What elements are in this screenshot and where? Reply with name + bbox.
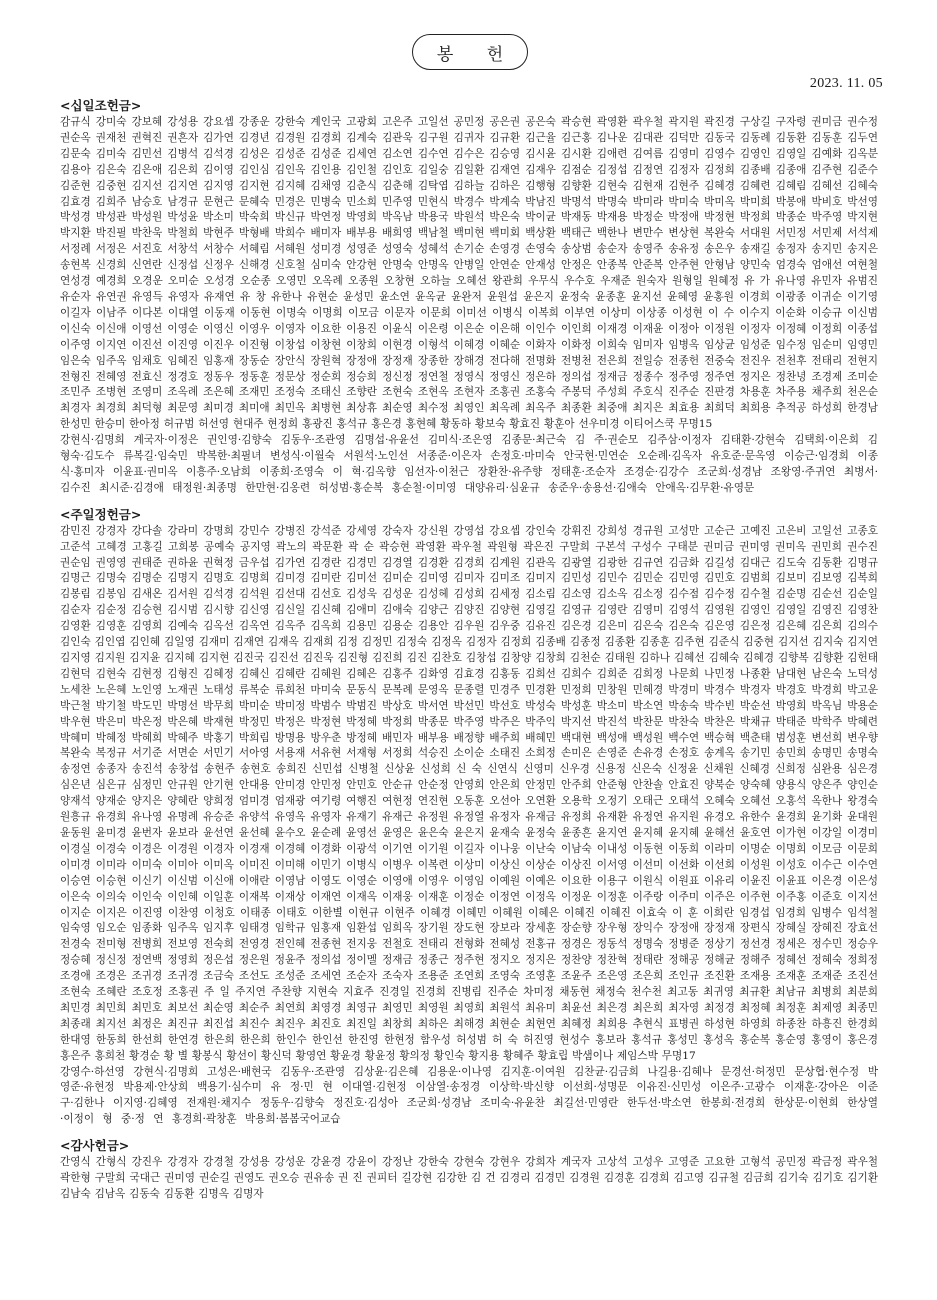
section-thanksgiving bbox=[60, 1138, 878, 1203]
page-title: 봉 헌 bbox=[412, 34, 528, 70]
couple-names: 강현식·김명희 계국자·이정은 권인영·김향숙 김동우·조관영 김명섭·유윤선 김미식·조은영 김종문·최근숙 김 주·권순모 김주삼·이정자 김태환·강현숙 김택희·이은희 김형숙·김도수 류복길·임숙민 박복한·최필녀 변성식·이월숙 서원석·노인선 서종준·이은자 손정호·마미숙 안국현·민연순 오순례·김옥자 유호준·문옥영 이승근·임경희 이종식·홍미자 이윤표·권미옥 이흥주·오남희 이종희·조영숙 이 혁·김옥향 임선자·이천근 장환찬·유주향 정태훈·조순자 조경순·김강수 조군희·성경남 조왕영·주귀연 최병서·김수진 최시준·김경애 태정원·최종명 한만현·김옹련 허성범·홍순복 홍순철·이미영 대양유리·심윤규 송준우·송용선·김애숙 안애옥·김무환·유영문 bbox=[60, 434, 878, 494]
section-heading: <주일정헌금> bbox=[60, 506, 142, 522]
section-heading: <십일조헌금> bbox=[60, 98, 142, 113]
section-heading: <감사헌금> bbox=[60, 1138, 130, 1154]
donor-names: 간영식 간형식 강진우 강경자 강경철 강성용 강성운 강윤경 강윤이 강정난 강한숙 강현숙 강현우 강희자 계국자 고상석 고성우 고영준 고요한 고형석 공민정 곽금정 곽우철 곽한형 구말희 국대근 권미영 권순길 권영도 권오승 권유송 권 진 권피터 길강현 김강한 김 건 김경리 김경민 김경원 김경훈 김경희 김고영 김규철 김금희 김기숙 김기호 김기환 김남숙 김남옥 김동숙 김동환 김명옥 김명자 bbox=[60, 1156, 878, 1200]
offering-date: 2023. 11. 05 bbox=[809, 76, 883, 91]
donor-names: 감규식 강미숙 강보혜 강성용 강요셉 강종운 강한숙 계인국 고광회 고은주 고일선 공민정 공은권 공은숙 곽승현 곽영환 곽우철 곽지원 곽진경 구상길 구자령 권미금 권수정 권순옥 권재천 권혁진 권흔자 김가연 김경년 김경원 김경희 김계숙 김관욱 김구원 김귀자 김규환 김근율 김근홍 김나운 김대관 김덕만 김동국 김동례 김동환 김동훈 김두연 김문숙 김미숙 김민선 김병석 김석경 김성은 김성준 김성준 김세연 김소연 김수연 김수은 김승영 김시윤 김시환 김애련 김여름 김영미 김영수 김영인 김영일 김예화 김옥분 김용아 김은숙 김은애 김은희 김이영 김인심 김인옥 김인용 김인철 김인호 김일숭 김일환 김재연 김재우 김점순 김정섭 김정연 김정자 김정희 김종배 김종애 김주현 김준수 김준현 김중현 김지선 김지연 김지영 김지현 김지혜 김채영 김춘식 김춘해 김탁엽 김하늘 김하은 김행형 김향환 김현숙 김현재 김현주 김혜경 김혜련 김혜림 김혜선 김혜숙 김효경 김희주 남승호 남경규 문현근 문혜숙 민경은 민병숙 민소희 민주영 민현식 박경수 박계숙 박남진 박명석 박명숙 박미라 박미숙 박미옥 박미희 박봉애 박비호 박선영 박성경 박성관 박성원 박성윤 박소미 박숙희 박신규 박연정 박영희 박옥남 박용국 박원석 박은숙 박이균 박재동 박재용 박정순 박정애 박정현 박정희 박종순 박주영 박지현 박지환 박진필 박찬욱 박철희 박현주 박형배 박희수 배미자 배부용 배희영 백남철 백미현 백미회 백상환 백태근 백한나 변만수 변상현 복완숙 서대원 서민정 서민제 서석제 서정례 서정은 서진호 서창석 서창수 서혜림 서혜원 성미경 성영준 성영숙 성혜석 손기순 손영경 손영숙 송상범 송순자 송영주 송유정 송은우 송재길 송정자 송지민 송지은 송현복 신경희 신연란 신정섭 신정우 신해경 신호철 심미숙 안강현 안명숙 안명옥 안병일 안연순 안재성 안정은 안종복 안준복 안주현 안형남 양민숙 엄경숙 엄애선 여현철 연성경 예경희 오경운 오미순 오성경 오순종 오영민 오옥례 오종원 오창현 오하늘 오혜선 왕관희 우무식 우수호 우재준 원숙자 원형일 원혜정 유 가 유나영 유민자 유범진 유순자 유연권 유영득 유영자 유재연 유 창 유한나 유현순 윤성민 윤소연 윤옥균 윤완저 윤원섭 윤은지 윤정숙 윤종훈 윤지선 윤혜영 윤홍원 이경희 이광종 이귀순 이기영 이길자 이남주 이다본 이대열 이동재 이동현 이명숙 이명희 이모금 이문자 이문희 이미선 이병식 이복희 이부연 이상미 이상종 이성현 이 수 이수지 이순화 이승규 이신범 이신숙 이신애 이영선 이영순 이영신 이영우 이영자 이요한 이용진 이윤식 이은령 이은순 이은해 이인수 이인희 이재경 이재윤 이정아 이정원 이정자 이정혜 이정희 이종섭 이주영 이지연 이진선 이진영 이진우 이진형 이창섭 이창현 이창희 이현경 이형석 이혜경 이혜순 이화자 이화정 이희숙 임미자 임병옥 임상균 임성준 임수정 임순미 임영민 임은숙 임주옥 임채호 임혜진 임홍재 장동순 장안식 장원혁 장정애 장정재 장종한 장해경 전다해 전명화 전병천 전은희 전일승 전종헌 전중숙 전진우 전천후 전태리 전현지 전형진 전혜영 전효신 정경호 정동우 정동훈 정문상 정순희 정승희 정신정 정연철 정영식 정영신 정은하 정의섭 정재금 정종수 정주영 정주연 정지은 정찬녕 조경제 조미순 조민주 조병현 조영미 조옥례 조은혜 조재민 조정숙 조태신 조향란 조현숙 조현옥 조현자 조홍권 조홍숙 주봉덕 주성희 주호식 진주순 진판경 차용훈 차주용 채주희 천은순 최경자 최경희 최덕형 최문영 최미경 최미애 최민옥 최병현 최상휴 최순영 최수정 최영인 최옥례 최옥주 최종환 최중애 최지은 최효용 최희덕 최희용 추적공 하성희 한경남 한성민 한승미 한아정 허규범 허선영 현대주 현정희 홍광진 홍석규 홍은경 홍현혜 황동하 황보숙 황효진 황훈아 선우미경 이티어스쿡 무명15 bbox=[60, 116, 878, 431]
section-sunday-offering bbox=[60, 507, 878, 1128]
couple-names: 강영수·하선영 강현식·김명희 고성은·배현국 김동우·조관영 김상윤·김은혜 김용운·이나영 김지훈·이여원 김찬균·김금희 나길용·김혜나 문경선·허정민 문상협·현수정 박영준·유현정 박용제·안상희 백용기·심수미 유 정·민 현 이대열·김현정 이삼열·송정경 이상학·박신향 이선희·성명문 이유진·신민성 이은주·고광수 이재훈·강아은 이준구·김한나 이지영·김혜영 전재원·채지수 정동우·김향숙 정진호·김성아 조군희·성경남 조미숙·유윤찬 최길선·민영란 한두선·박소연 한봉희·전경희 한상문·이현희 한상열·이정이 형 중·정 연 홍경희·곽창훈 박용희·봄봄국어교습 bbox=[60, 1065, 878, 1126]
donor-names: 감민진 강경자 강다솔 강라미 강명희 강민수 강병진 강석준 강세영 강숙자 강신원 강영섭 강요셉 강인숙 강휘진 강희성 경규원 고성만 고순근 고예진 고은비 고일선 고종호 고준석 고혜경 고홍길 고희봉 공예숙 공지영 곽노의 곽문환 곽 순 곽승현 곽영환 곽우철 곽원형 곽은진 구말희 구본석 구성수 구태분 권미금 권미영 권미옥 권민희 권수진 권순임 권영영 권태준 권하윤 권혁정 금우섭 김가연 김경란 김경민 김경열 김경환 김경희 김계원 김관옥 김광열 김광한 김규연 김금화 김길성 김대근 김도숙 김동환 김명규 김명근 김명숙 김명순 김명지 김명호 김명희 김미경 김미란 김미선 김미순 김미영 김미자 김미조 김미지 김민성 김민수 김민순 김민영 김민호 김범희 김보미 김보영 김복희 김봉림 김봉임 김새온 김서원 김석경 김석원 김선대 김선호 김성욱 김성운 김성헤 김성희 김세정 김소림 김소영 김소옥 김소정 김수점 김수정 김수철 김순명 김순선 김순일 김순자 김순정 김승현 김시범 김시향 김신영 김신일 김신혜 김애미 김애숙 김양근 김양진 김양현 김영길 김영규 김영란 김영미 김영석 김영원 김영인 김영일 김영진 김영찬 김영환 김영훈 김영희 김예숙 김옥선 김옥연 김옥주 김옥희 김용민 김용순 김용안 김우원 김우중 김유진 김은경 김은미 김은숙 김은숙 김은영 김은정 김은혜 김은희 김의수 김인숙 김인엽 김인혜 김일영 김재미 김재연 김재옥 김재희 김정 김정민 김정숙 김정옥 김정자 김정희 김종배 김종정 김종환 김종훈 김주현 김준식 김중현 김지선 김지숙 김지연 김지영 김지원 김지윤 김지혜 김지현 김진국 김진선 김진욱 김진형 김진희 김진 김찬호 김창섭 김창양 김창희 김천순 김태원 김하나 김혜선 김혜숙 김혜경 김향복 김향환 김헌태 김현덕 김현숙 김현정 김형진 김혜정 김혜신 김혜란 김혜원 김혜은 김홍주 김화영 김효경 김홍동 김희선 김희수 김희준 김희정 나문희 나민정 나종환 남대현 남은숙 노덕성 노세찬 노은혜 노인영 노재권 노태성 류복순 류희천 마미숙 문동식 문복례 문영옥 문종렬 민경주 민경환 민정희 민창원 민혜경 박경미 박경수 박경자 박경호 박경희 박고운 박근철 박기철 박도민 박명선 박무희 박미순 박미정 박범수 박범진 박상호 박서연 박선민 박선호 박성숙 박성훈 박소미 박소연 박송숙 박수빈 박순선 박영희 박옥님 박용순 박우현 박은미 박은정 박은혜 박재현 박정민 박정은 박정현 박정혜 박정희 박종문 박주영 박주은 박주익 박지선 박진석 박찬문 박찬숙 박찬은 박채규 박태준 박학주 박혜련 박혜미 박혜정 박혜희 박혜주 박홍기 박희림 방명용 방우춘 방정혜 배민자 배부용 배정향 배주희 배혜민 백대현 백성애 백성원 백수연 백승혁 백춘태 범성훈 변선희 변우향 복완숙 복정규 서기준 서면순 서민기 서아영 서용재 서유현 서재형 서정희 석승진 소이순 소태진 소희정 손미은 손영준 손유경 손정호 송계옥 송기민 송민희 송명민 송명숙 송정연 송종자 송진석 송창섭 송현주 송현호 송희진 신민섭 신병철 신상윤 신성희 신 숙 신연식 신영미 신우경 신용정 신은숙 신정윤 신채원 신혜경 신희정 심완용 심은경 심은년 심은규 심정민 안규원 안기현 안대용 안미경 안민정 안민호 안순규 안순정 안영희 안은희 안정민 안주희 안준형 안찬솔 안효진 양북순 양숙혜 양용식 양은주 양인순 양재석 양재순 양지은 양혜란 양희정 엄미경 엄재광 여기령 여행진 여현정 연진현 오동훈 오선아 오연환 오용학 오정기 오태근 오태석 오혜숙 오혜선 오홍석 옥한나 왕경숙 원흥규 유경희 유나영 유명례 유승준 유양석 유영옥 유영자 유재기 유재근 유정원 유정열 유정자 유재금 유정희 유재환 유정연 유지원 유경오 유한수 윤경희 윤기화 윤대원 윤동원 윤미경 윤번자 윤보라 윤선연 윤선혜 윤수오 윤순례 윤영선 윤영은 윤은숙 윤은지 윤재숙 윤정숙 윤종흔 윤지연 윤지혜 윤지혜 윤해선 윤호연 이가현 이강일 이경미 이경실 이경숙 이경은 이경원 이경자 이경재 이경혜 이경화 이광석 이기연 이기원 이길자 이나웅 이난숙 이남숙 이내성 이동현 이동희 이라미 이명순 이명희 이모금 이문희 이미경 이미라 이미숙 이미아 이미옥 이미진 이미해 이민기 이병식 이병우 이복련 이상미 이상신 이상순 이상진 이서영 이선미 이선화 이선희 이성원 이성호 이수근 이수연 이승연 이승현 이신기 이신범 이신애 이애란 이영남 이영도 이영순 이영애 이영우 이영임 이예원 이예은 이요한 이용구 이원식 이원표 이유리 이윤진 이윤표 이은경 이은성 이은숙 이의숙 이인숙 이인혜 이일훈 이재복 이재상 이재연 이재옥 이재웅 이재훈 이정순 이정연 이정옥 이정운 이정훈 이주랑 이주미 이주은 이주현 이주홍 이준호 이지선 이지순 이지은 이진영 이찬영 이청호 이태종 이태호 이한별 이현규 이현주 이혜경 이혜민 이혜원 이혜은 이혜진 이혜진 이효숙 이 훈 이희란 임경섭 임경희 임병수 임석철 임숙영 임오순 임종화 임주옥 임지후 임태경 임학규 임홍재 임환섭 임희옥 장기원 장도현 장보라 장세훈 장순향 장우형 장익수 장정애 장정재 장편식 장혜실 장혜진 장효선 전경숙 전미형 전병희 전보영 전숙희 전영경 전인혜 전종현 전지웅 전철호 전태리 전형화 전혜성 전홍규 정경은 정동석 정명숙 정병준 정상기 정선경 정세은 정수민 정승우 정승혜 정신정 정연백 정영희 정은섭 정은원 정윤주 정의섭 정이멜 정재금 정종근 정주현 정지오 정지은 정찬양 정찬혁 정태란 정해공 정해균 정해주 정혜선 정혜숙 정희정 조경애 조경은 조귀경 조귀경 조금숙 조선도 조성준 조세연 조순자 조숙자 조용준 조연희 조영숙 조영훈 조윤주 조은영 조은희 조인규 조진환 조재용 조재훈 조재준 조진선 조현숙 조혜란 조호정 조홍권 주 일 주지연 주찬향 지현숙 지효주 진경일 진경희 진병림 진주순 차미정 채동현 채정숙 천수천 최고동 최귀영 최규환 최남규 최병희 최분희 최민경 최민희 최민호 최보선 최순영 최순주 최연희 최영경 최영규 최영민 최영원 최영희 최원석 최유미 최윤선 최은경 최은희 최자영 최정경 최정혜 최정훈 최제영 최종민 최종래 최지선 최정은 최진규 최진섭 최진수 최진우 최진호 최진일 최창희 최하은 최해경 최현순 최현연 최혜정 최희용 추현식 표병권 하성현 하영희 하종찬 하흥진 한경희 한대영 한동희 한선희 한연경 한은희 한은희 한인수 한인선 한진영 한현정 함우성 허성범 허 숙 허진영 현성수 홍보라 홍석규 홍성민 홍성옥 홍순복 홍순영 홍영이 홍은경 홍은주 홍희천 황경순 황 별 황봉식 황선이 황신덕 황영연 황윤경 황윤정 황의정 황인숙 황지용 황혜주 황효립 박샘이나 제임스박 무명17 bbox=[60, 524, 878, 1062]
offering-list bbox=[60, 98, 878, 1213]
section-tithe bbox=[60, 98, 878, 497]
